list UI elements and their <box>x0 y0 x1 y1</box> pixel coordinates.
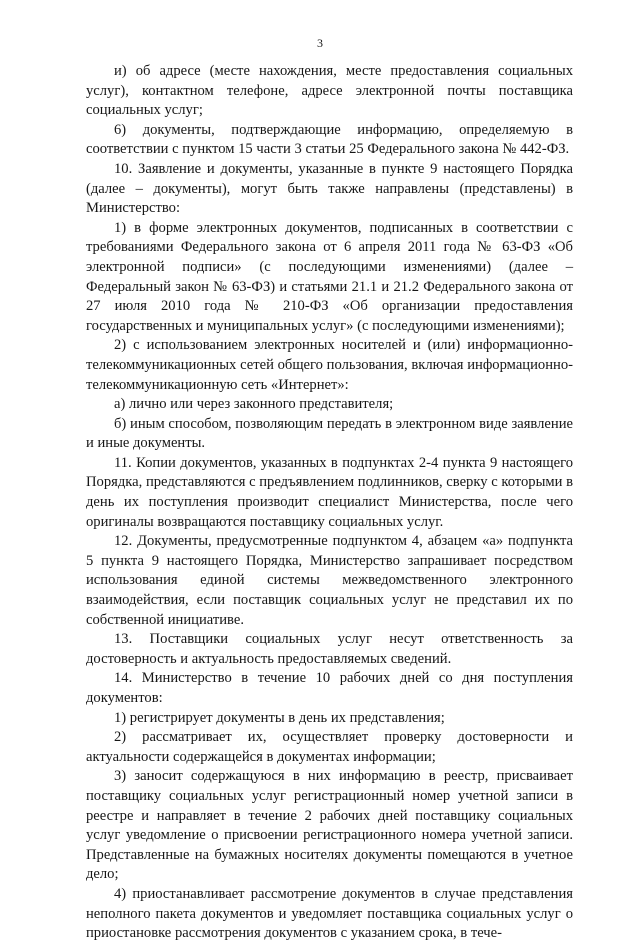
paragraph: 2) рассматривает их, осуществляет проверку достоверности и актуальности содержащейся в документах информации; <box>86 729 573 765</box>
paragraph: 3) заносит содержащуюся в них информацию в реестр, присваивает поставщику социальных услуг регистрационный номер учетной записи в реестре и направляет в течение 2 рабочих дней поставщику социальных услуг уведомление о присвоении регистрационного номера учетной записи. Представленные на бумажных носителях документы помещаются в учетное дело; <box>86 768 573 883</box>
paragraph: 12. Документы, предусмотренные подпунктом 4, абзацем «а» подпункта 5 пункта 9 настоящего Порядка, Министерство запрашивает посредством использования единой системы межведомственного электронного взаимодействия, если поставщик социальных услуг не представил их по собственной инициативе. <box>86 533 573 628</box>
paragraph: 13. Поставщики социальных услуг несут ответственность за достоверность и актуальность предоставляемых сведений. <box>86 631 573 667</box>
paragraph: 11. Копии документов, указанных в подпунктах 2-4 пункта 9 настоящего Порядка, представляются с предъявлением подлинников, сверку с которыми в день их поступления производит специалист Министерства, после чего оригиналы возвращаются поставщику социальных услуг. <box>86 454 573 530</box>
document-body <box>86 62 573 944</box>
paragraph: 6) документы, подтверждающие информацию, определяемую в соответствии с пунктом 15 части 3 статьи 25 Федерального закона № 442-ФЗ. <box>86 121 573 158</box>
paragraph: а) лично или через законного представителя; <box>114 396 394 413</box>
paragraph: 14. Министерство в течение 10 рабочих дней со дня поступления документов: <box>86 670 573 706</box>
paragraph: 4) приостанавливает рассмотрение документов в случае представления неполного пакета документов и уведомляет поставщика социальных услуг о приостановке рассмотрения документов с указанием срока, в тече- <box>86 885 573 942</box>
paragraph: 1) в форме электронных документов, подписанных в соответствии с требованиями Федерального закона от 6 апреля 2011 года № 63-ФЗ «Об электронной подписи» (с последующими изменениями) (далее – Федеральный закон № 63-ФЗ) и статьями 21.1 и 21.2 Федерального закона от 27 июля 2010 года № 210-ФЗ «Об организации предоставления государственных и муниципальных услуг» (с последующими изменениями); <box>86 219 573 334</box>
paragraph: и) об адресе (месте нахождения, месте предоставления социальных услуг), контактном телефоне, адресе электронной почты поставщика социальных услуг; <box>86 63 573 119</box>
paragraph: б) иным способом, позволяющим передать в электронном виде заявление и иные документы. <box>86 415 573 452</box>
paragraph: 10. Заявление и документы, указанные в пункте 9 настоящего Порядка (далее – документы), могут быть также направлены (представлены) в Министерство: <box>86 160 573 217</box>
page-number: 3 <box>317 36 323 50</box>
paragraph: 2) с использованием электронных носителей и (или) информационно-телекоммуникационных сетей общего пользования, включая информационно-телекоммуникационную сеть «Интернет»: <box>86 337 573 393</box>
paragraph: 1) регистрирует документы в день их представления; <box>114 709 445 726</box>
